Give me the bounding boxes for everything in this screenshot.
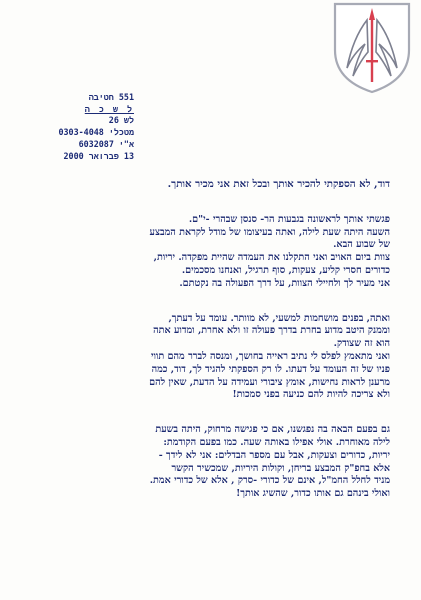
paragraph-line: ואולי בינהם גם אותו כדור, שהשיג אותך! [236,488,390,500]
paragraph-line: צוות ביום האויב ואני התקלנו את העמדה שהיית מפקדה. יריות, [153,252,390,264]
paragraph-line: השעה היתה שעת לילה, ואתה בעיצומו של מודל לקראת המבצע [149,226,390,238]
reference-line: לש 26 [108,115,134,126]
paragraph-1 [40,214,390,291]
paragraph-line: יריות, כדורים וצעקות, אבל עם מספר הבדלים: אני לא לידך - [158,449,390,461]
paragraph-line: אני מעיר לך ולחיילי הצוות, על דרך הפעולה בה נקטתם. [179,277,390,289]
unit-emblem-icon [331,2,413,94]
paragraph-line: ולא צריכה להיות להם כניעה בפני סמכות! [232,389,390,401]
brigade-line: 551 חטיבה [88,92,134,102]
paragraph-line: גם בפעם הבאה בה נפגשנו, אם כי פגישה מרחוק, היתה בשעת [155,424,390,436]
paragraph-line: אלא בחפ"ק המבצע בריחן, וקולות היריות, שמכשיר הקשר [171,462,390,474]
id-line: א"י 6032087 [78,138,134,149]
letter-header [34,92,134,162]
paragraph-line: כדורים חסרי קליע, צעקות, סוף תרגיל, ואנחנו מסכמים. [181,264,390,276]
paragraph-line: ואני מתאמץ לפלס לי נתיב ראייה בחושך, ומנסה לברר מהם תווי [150,350,390,362]
paragraph-line: ואתה, בפנים מושחמות למשעי, לא מוותר. עומד על דעתך, [168,312,390,324]
phone-line: מטכלי 0303-4048 [58,127,134,138]
paragraph-line: הוא זה שצודק. [333,338,390,350]
paragraph-line: פניו של זה העומד על דעתו. לו רק הספקתי להגיד לך, דוד, כמה [151,363,390,375]
paragraph-line: מרענן לראות נחישות, אומץ ציבורי ועמידה על הדעת, שאין להם [149,376,390,388]
greeting: דוד, לא הספקתי להכיר אותך ובכל זאת אני מכיר אותך. [167,178,390,190]
paragraph-line: וממנק היטב מדוע בחרת בדרך פעולה זו ולא אחרת, ומדוע אתה [153,325,390,337]
paragraph-3 [40,424,390,501]
paragraph-line: פגשתי אותך לראשונה בגבעות הר- סנסן שבהרי -י"ם. [188,213,390,225]
date-line: 13 פברואר 2000 [63,150,134,161]
paragraph-2 [40,313,390,403]
paragraph-line: של שבוע הבא. [333,239,390,251]
paragraph-line: מניד לחלל החמ"ל, אינם של כדורי -סרק , אלא של כדורי אמת. [149,475,390,487]
paragraph-line: לילה מאוחרת. אולי אפילו באותה שעה. כמו בפעם הקודמת: [163,436,390,448]
office-line: ל ש כ ה [84,103,134,114]
letter-body [40,178,390,523]
